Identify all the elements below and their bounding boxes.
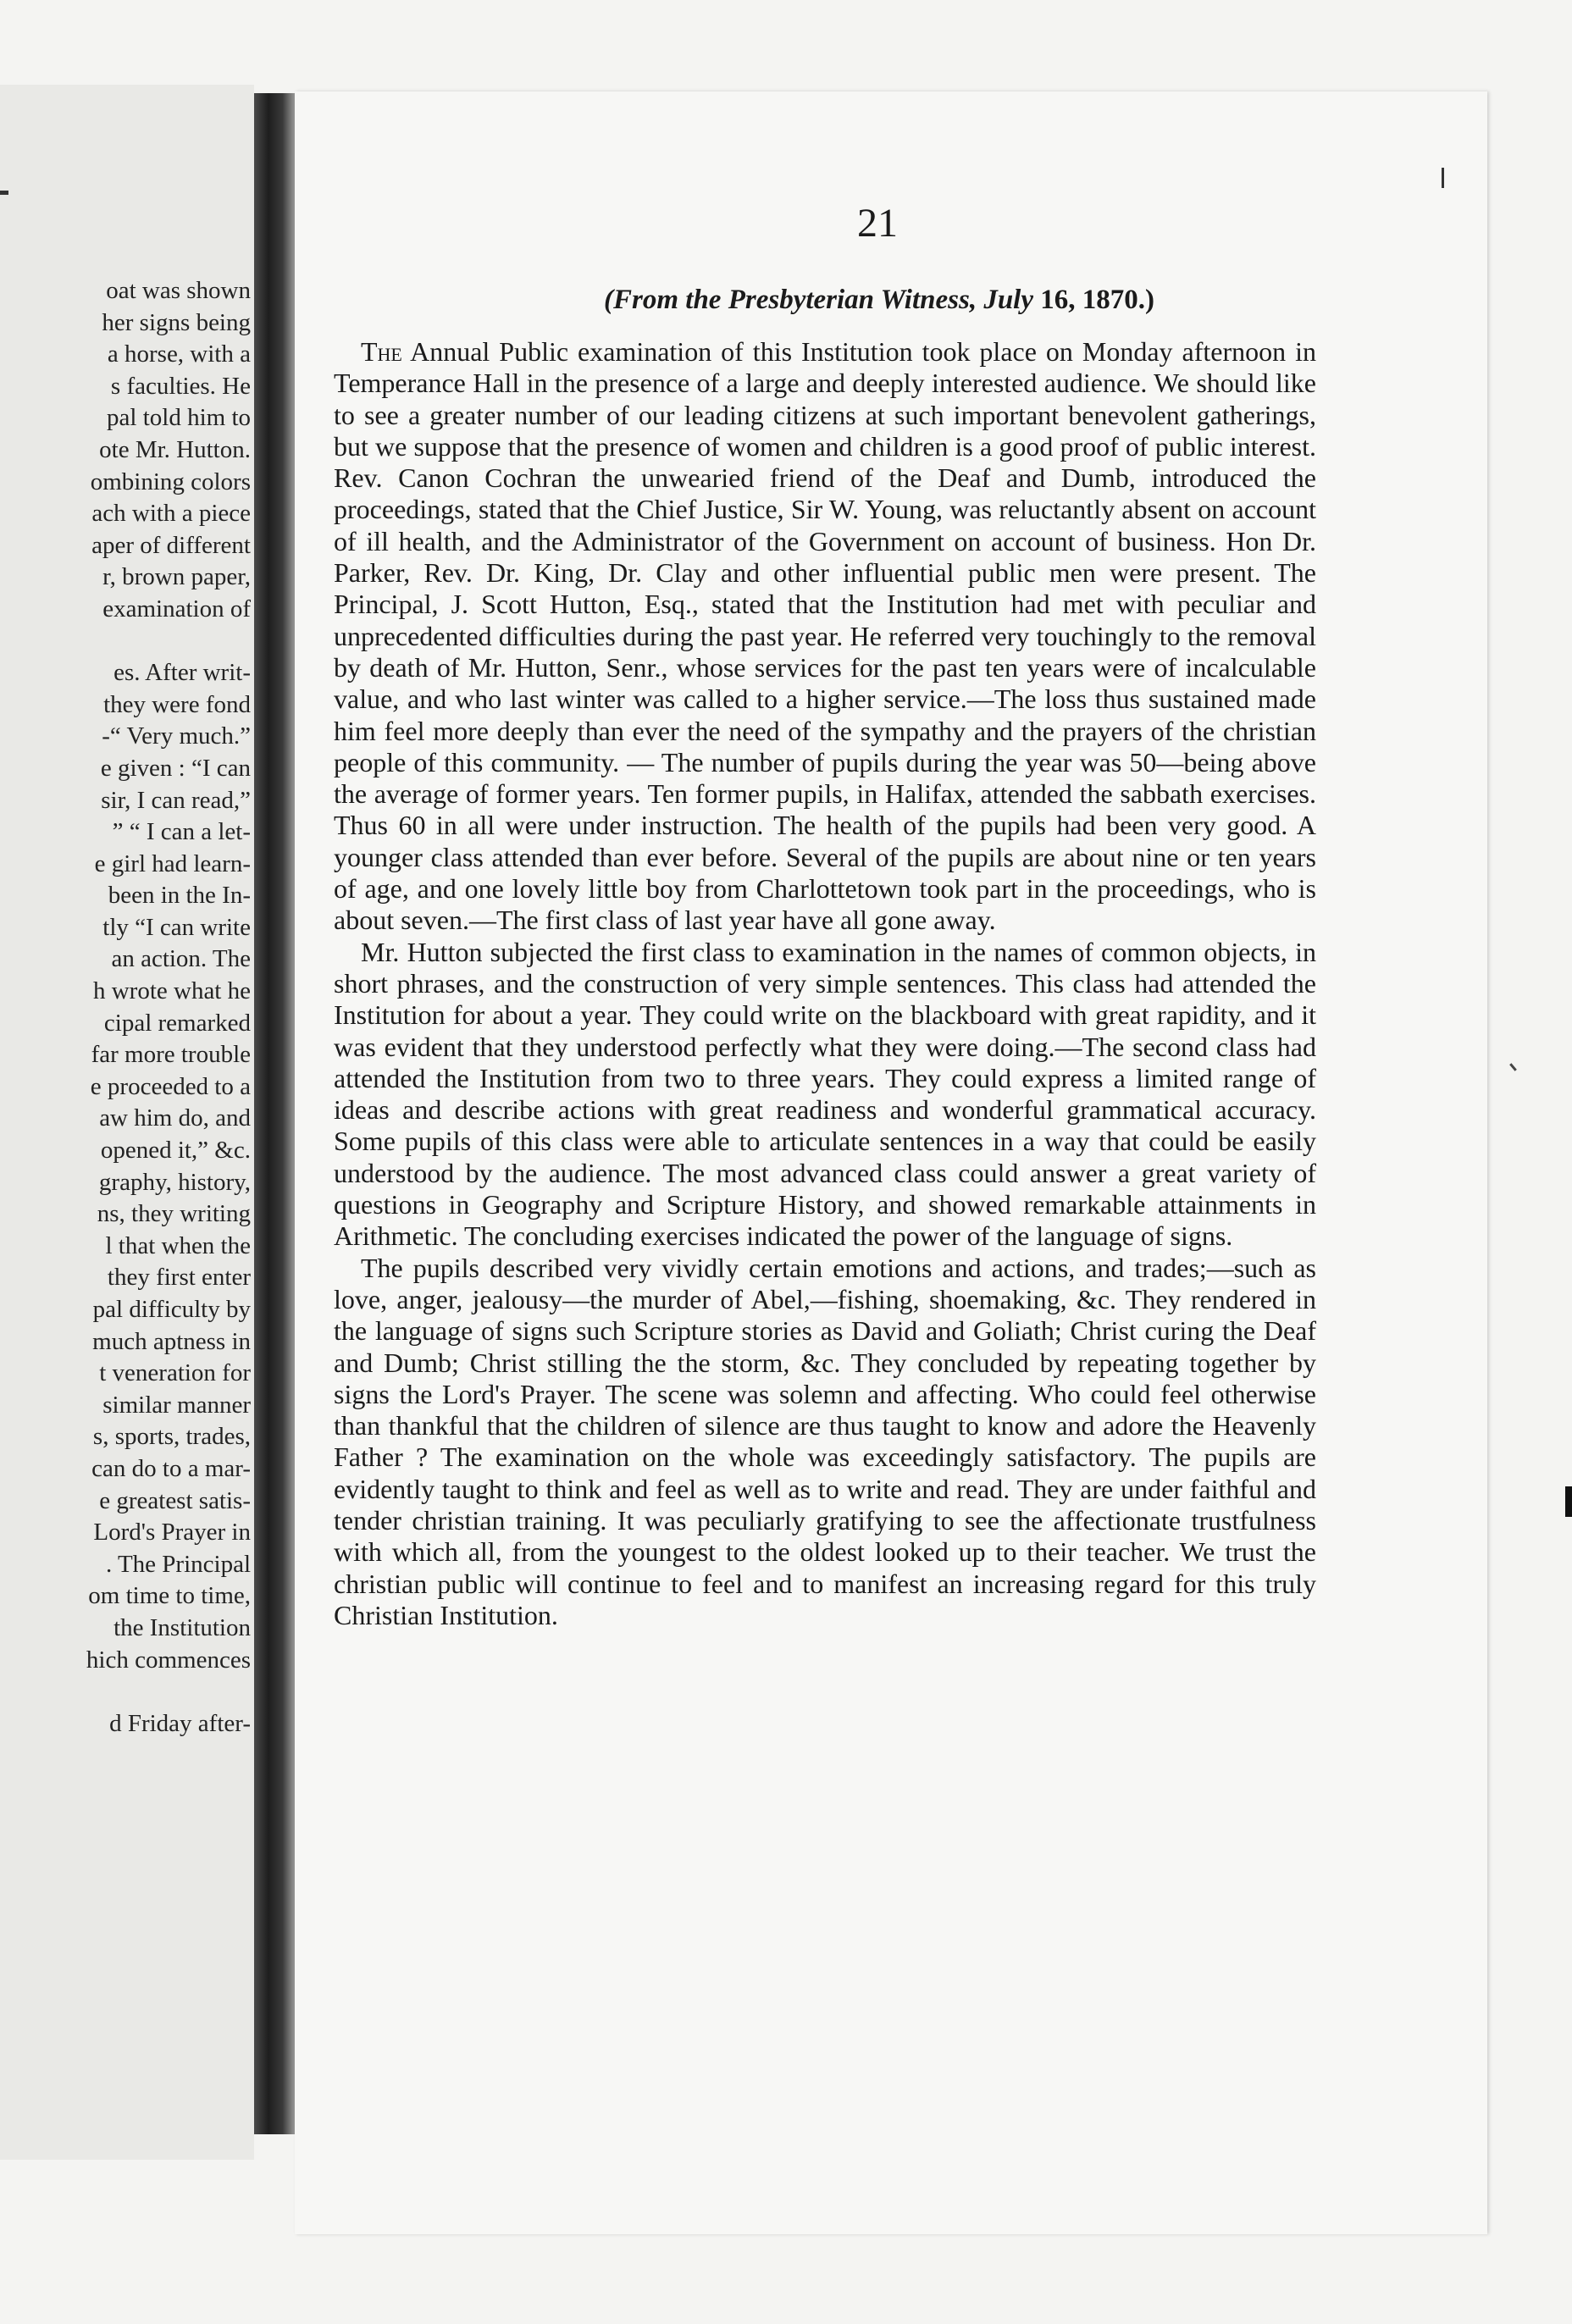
source-publication: From the Presbyterian Witness, July [613,285,1033,315]
previous-page-line: e given : “I can [100,754,251,782]
previous-page-line: aper of different [91,531,251,559]
previous-page-line: they were fond [103,690,251,718]
previous-page-line: aw him do, and [99,1104,251,1132]
book-gutter [254,93,295,2134]
previous-page-line: examination of [102,595,251,622]
previous-page-line: ote Mr. Hutton. [99,435,251,463]
page [295,91,1487,2234]
previous-page-line: much aptness in [92,1327,251,1355]
previous-page-line [0,1676,251,1708]
previous-page-line: e greatest satis- [99,1486,251,1514]
previous-page-text [0,275,251,1740]
previous-page-line: d Friday after- [109,1709,251,1737]
margin-mark [0,191,8,195]
previous-page-line: l that when the [105,1231,251,1259]
edge-mark [1509,1063,1517,1071]
previous-page-line: pal told him to [107,404,251,432]
previous-page-line: tly “I can write [102,913,251,941]
edge-mark [1442,168,1444,188]
paragraph-3: The pupils described very vividly certain emotions and actions, and trades;—such as love, anger, jealousy—the murder of Abel,—fishing, shoemaking, &c. They rendered in the language of signs such Scripture stories as David and Goliath; Christ curing the Deaf and Dumb; Christ stilling the the storm, &c. They concluded by repeating together by signs the Lord's Prayer. The scene was solemn and affecting. Who could feel otherwise than thankful that the children of silence are thus taught to know and adore the Heavenly Father ? The examination on the whole was exceedingly satisfactory. The pupils are evidently taught to think and feel as well as to write and read. They are under faithful and tender christian training. It was peculiarly gratifying to see the affectionate trustfulness with which all, from the youngest to the oldest looked up to their teacher. We trust the christian public will continue to feel and to manifest an increasing regard for this truly Christian Institution. [334,1252,1316,1630]
previous-page-line: pal difficulty by [92,1296,251,1323]
previous-page-line: ach with a piece [91,500,251,528]
lead-word: The [361,336,402,367]
previous-page-line: s faculties. He [110,372,251,400]
source-open-paren: ( [604,285,614,315]
previous-page-line: an action. The [111,945,251,973]
previous-page-line: hich commences [86,1646,251,1674]
previous-page-line: e proceeded to a [90,1072,251,1100]
previous-page-line: far more trouble [91,1041,251,1069]
previous-page-line: they first enter [107,1264,251,1292]
previous-page-line: . The Principal [105,1550,251,1578]
paragraph-1-text: Annual Public examination of this Institution took place on Monday afternoon in Temperance Hall in the presence of a large and deeply interested audience. We should like to see a greater number of our leading citizens at such important benevolent gatherings, but we suppose that the presence of women and children is a good proof of public interest. Rev. Canon Cochran the unwearied friend of the Deaf and Dumb, introduced the proceedings, stated that the Chief Justice, Sir W. Young, was reluctantly absent on account of ill health, and the Administrator of the Government on account of business. Hon Dr. Parker, Rev. Dr. King, Dr. Clay and other influential public men were present. The Principal, J. Scott Hutton, Esq., stated that the Institution had met with peculiar and unprecedented difficulties during the past year. He referred very touchingly to the removal by death of Mr. Hutton, Senr., whose services for the past ten years were of incalculable value, and who last winter was called to a higher service.—The loss thus sustained made him feel more deeply than ever the need of the sympathy and the prayers of the christian people of this community. — The number of pupils during the year was 50—being above the average of former years. Ten former pupils, in Halifax, attended the sabbath exercises. Thus 60 in all were under instruction. The health of the pupils had been very good. A younger class attended than ever before. Several of the pupils are about nine or ten years of age, and one lovely little boy from Charlottetown took part in the proceedings, who is about seven.—The first class of last year have all gone away. [334,336,1316,936]
previous-page-line: oat was shown [106,277,251,304]
previous-page-line: a horse, with a [107,340,251,368]
previous-page-line: -“ Very much.” [102,722,251,750]
page-number: 21 [857,201,898,246]
source-attribution [422,285,1337,316]
previous-page-line: cipal remarked [103,1009,251,1037]
previous-page-line: r, brown paper, [102,563,251,591]
edge-mark [1565,1486,1572,1517]
paragraph-1 [334,336,1316,937]
previous-page-line: ” “ I can a let- [112,818,251,846]
paragraph-2: Mr. Hutton subjected the first class to examination in the names of common objects, in short phrases, and the construction of very simple sentences. This class had attended the Institution for about a year. They could write on the blackboard with great rapidity, and it was evident that they understood perfectly what they were doing.—The second class had attended the Institution from two to three years. They could express a limited range of ideas and describe actions with great readiness and wonderful grammatical accuracy. Some pupils of this class were able to articulate sentences in a way that could be easily understood by the audience. The most advanced class could answer a great variety of questions in Geography and Scripture History, and showed remarkable attainments in Arithmetic. The concluding exercises indicated the power of the language of signs. [334,936,1316,1252]
previous-page-line: ombining colors [90,468,251,495]
previous-page-line: been in the In- [108,882,251,910]
previous-page-line: ns, they writing [97,1200,251,1228]
previous-page-line: her signs being [102,308,251,336]
previous-page-line: similar manner [102,1391,251,1419]
previous-page-fragment [0,85,254,2160]
previous-page-line: h wrote what he [92,977,251,1005]
previous-page-line: e girl had learn- [94,849,251,877]
previous-page-line: t veneration for [99,1359,251,1387]
source-date: 16, 1870.) [1032,285,1154,315]
previous-page-line: es. After writ- [113,659,251,687]
previous-page-line: graphy, history, [98,1168,251,1196]
previous-page-line: opened it,” &c. [100,1137,251,1165]
previous-page-line: can do to a mar- [91,1454,251,1482]
previous-page-line: s, sports, trades, [92,1423,251,1451]
article-body [334,336,1316,1631]
previous-page-line [0,626,251,658]
previous-page-line: the Institution [113,1613,251,1641]
previous-page-line: sir, I can read,” [101,786,251,814]
previous-page-line: Lord's Prayer in [93,1519,251,1547]
previous-page-line: om time to time, [88,1582,251,1610]
